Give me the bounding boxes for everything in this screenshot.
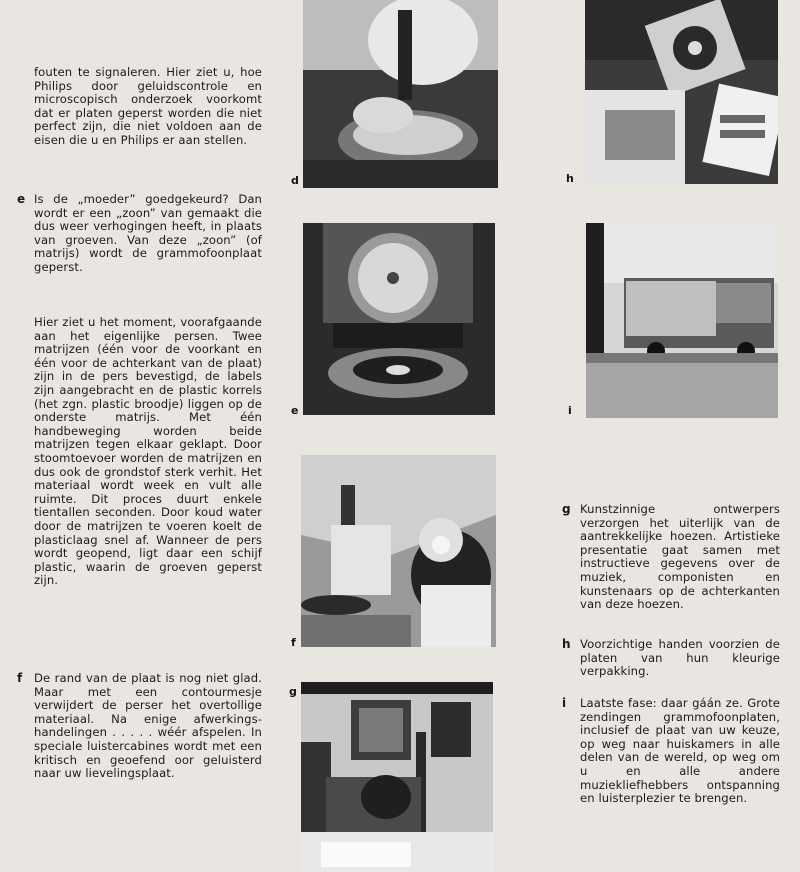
section-e-paragraph: Is de „moeder” goedgekeurd? Dan wordt er een „zoon” van gemaakt die dus weer verhogingen heeft, in plaats van groeven. Van deze „zoon” (of matrijs) wordt de grammofoonplaat geperst. xyxy=(34,192,262,274)
record-press-image xyxy=(303,223,495,415)
photo-h-sleeves xyxy=(585,0,778,184)
photo-i-label: i xyxy=(568,404,572,417)
photo-i-truck xyxy=(586,223,778,418)
microscope-inspection-image xyxy=(303,0,498,188)
design-studio-image xyxy=(301,682,493,872)
photo-f-listening xyxy=(301,455,496,647)
record-sleeve-packing-image xyxy=(585,0,778,184)
section-i-paragraph: Laatste fase: daar gáán ze. Grote zendingen grammofoonplaten, inclusief de plaat van uw keuze, op weg naar huiskamers in alle delen van de wereld, op weg om u en alle andere muziekliefhebbers ontspanning en luisterplezier te brengen. xyxy=(580,696,780,806)
photo-f-label: f xyxy=(291,636,296,649)
section-g-paragraph: Kunstzinnige ontwerpers verzorgen het uiterlijk van de aantrekkelijke hoezen. Artistieke presentatie gaat samen met instructieve gegevens over de muziek, componisten en kunstenaars op de achterkanten van deze hoezen. xyxy=(580,502,780,612)
delivery-truck-image xyxy=(586,223,778,418)
section-h-marker: h xyxy=(562,637,571,651)
pressing-paragraph: Hier ziet u het moment, voorafgaande aan het eigenlijke persen. Twee matrijzen (één voor de voorkant en één voor de achterkant van de plaat) zijn in de pers bevestigd, de labels zijn aangebracht en de plastic korrels (het zgn. plastic broodje) liggen op de onderste matrijs. Met één handbeweging worden beide matrijzen tegen elkaar geklapt. Door stoomtoevoer worden de matrijzen en dus ook de grondstof sterk verhit. Het materiaal wordt week en vult alle ruimte. Dit proces duurt enkele tientallen seconden. Door koud water door de matrijzen te voeren koelt de plasticlaag snel af. Wanneer de pers wordt geopend, ligt daar een schijf plastic, waarin de groeven geperst zijn. xyxy=(34,315,262,588)
section-f-paragraph: De rand van de plaat is nog niet glad. Maar met een contourmesje verwijdert de perser het overtollige materiaal. Na enige afwerkings-handelingen . . . . . wéér afspelen. In speciale luistercabines wordt met een kritisch en geoefend oor geluisterd naar uw lievelingsplaat. xyxy=(34,671,262,781)
listening-cabin-image xyxy=(301,455,496,647)
section-g-marker: g xyxy=(562,502,571,516)
photo-g-designers xyxy=(301,682,493,872)
section-f-marker: f xyxy=(17,671,23,685)
photo-e-label: e xyxy=(291,404,299,417)
photo-e-press xyxy=(303,223,495,415)
intro-paragraph: fouten te signaleren. Hier ziet u, hoe Philips door geluidscontrole en microscopisch onderzoek voorkomt dat er platen geperst worden die niet perfect zijn, die niet voldoen aan de eisen die u en Philips er aan stellen. xyxy=(34,65,262,147)
section-h-paragraph: Voorzichtige handen voorzien de platen van hun kleurige verpakking. xyxy=(580,637,780,679)
section-i-marker: i xyxy=(562,696,567,710)
photo-d-microscope xyxy=(303,0,498,188)
photo-d-label: d xyxy=(291,174,299,187)
photo-h-label: h xyxy=(566,172,574,185)
photo-g-label: g xyxy=(289,685,297,698)
section-e-marker: e xyxy=(17,192,26,206)
